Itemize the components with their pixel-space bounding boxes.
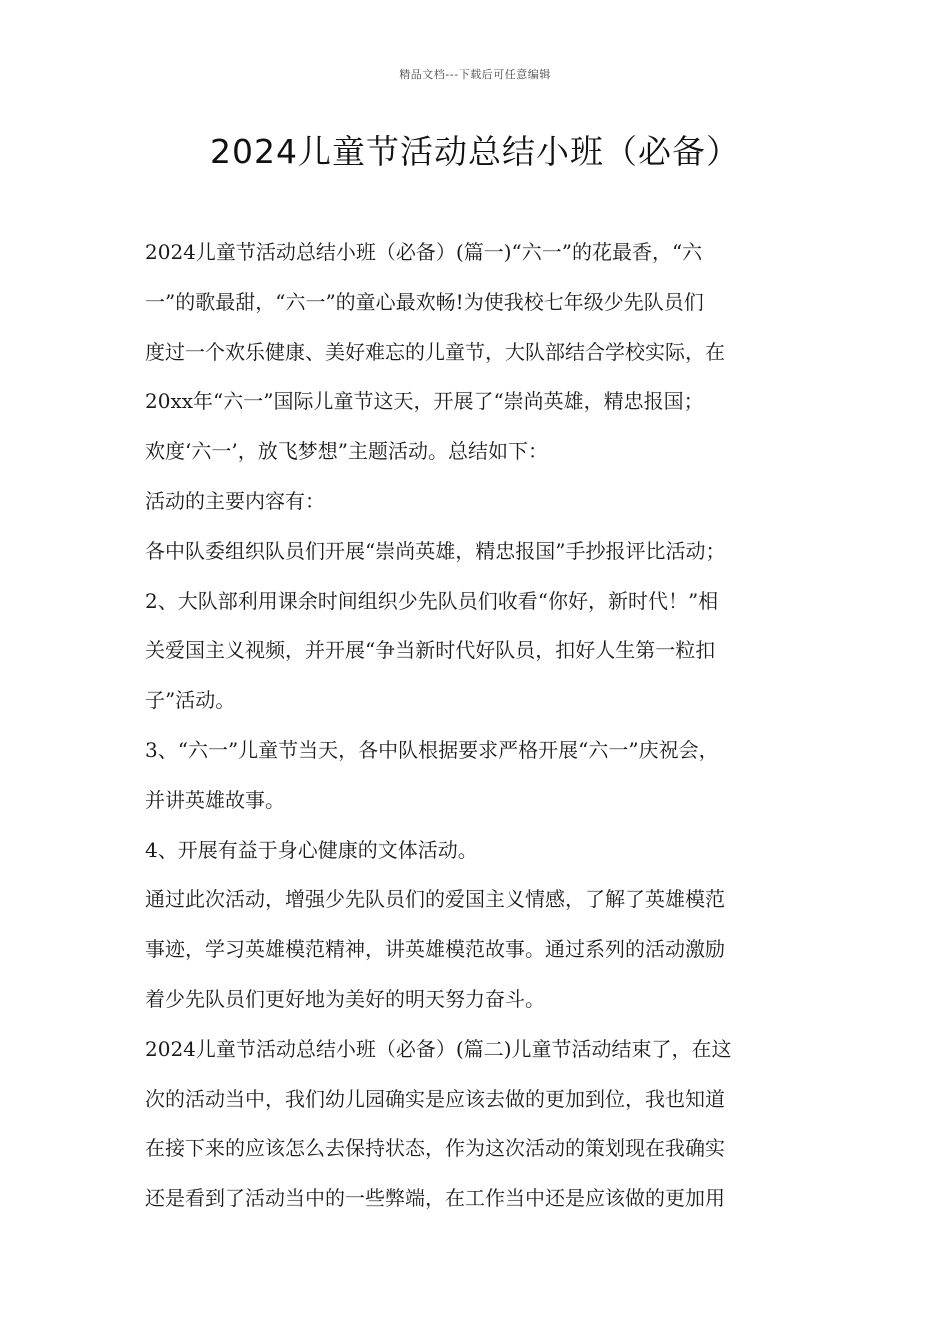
body-line: 度过一个欢乐健康、美好难忘的儿童节，大队部结合学校实际，在: [145, 339, 725, 364]
body-line: 还是看到了活动当中的一些弊端，在工作当中还是应该做的更加用: [145, 1186, 725, 1211]
body-line: 2024儿童节活动总结小班（必备）(篇二)儿童节活动结束了，在这: [145, 1036, 732, 1061]
body-line: 一”的歌最甜，“六一”的童心最欢畅!为使我校七年级少先队员们: [145, 289, 704, 314]
header-note: 精品文档---下载后可任意编辑: [399, 68, 551, 81]
body-line: 事迹，学习英雄模范精神，讲英雄模范故事。通过系列的活动激励: [145, 937, 725, 962]
body-line: 各中队委组织队员们开展“崇尚英雄，精忠报国”手抄报评比活动；: [145, 538, 726, 563]
body-line: 次的活动当中，我们幼儿园确实是应该去做的更加到位，我也知道: [145, 1086, 725, 1111]
body-line: 在接下来的应该怎么去保持状态，作为这次活动的策划现在我确实: [145, 1136, 725, 1161]
body-line: 通过此次活动，增强少先队员们的爱国主义情感，了解了英雄模范: [145, 887, 725, 912]
body-line: 欢度‘六一’，放飞梦想”主题活动。总结如下：: [145, 439, 548, 464]
body-line: 2、大队部利用课余时间组织少先队员们收看“你好，新时代！”相: [145, 588, 719, 613]
document-body: [145, 228, 825, 1224]
body-line: 2024儿童节活动总结小班（必备）(篇一)“六一”的花最香，“六: [145, 240, 703, 264]
body-line: 着少先队员们更好地为美好的明天努力奋斗。: [145, 986, 545, 1011]
body-line: 3、“六一”儿童节当天，各中队根据要求严格开展“六一”庆祝会，: [145, 737, 719, 762]
body-line: 子”活动。: [145, 688, 236, 713]
body-line: 活动的主要内容有：: [145, 488, 325, 513]
document-title: 2024儿童节活动总结小班（必备）: [210, 132, 740, 171]
body-line: 4、开展有益于身心健康的文体活动。: [145, 837, 478, 862]
body-line: 关爱国主义视频，并开展“争当新时代好队员，扣好人生第一粒扣: [145, 638, 716, 663]
body-line: 并讲英雄故事。: [145, 787, 285, 812]
body-line: 20xx年“六一”国际儿童节这天，开展了“崇尚英雄，精忠报国；: [145, 389, 704, 414]
